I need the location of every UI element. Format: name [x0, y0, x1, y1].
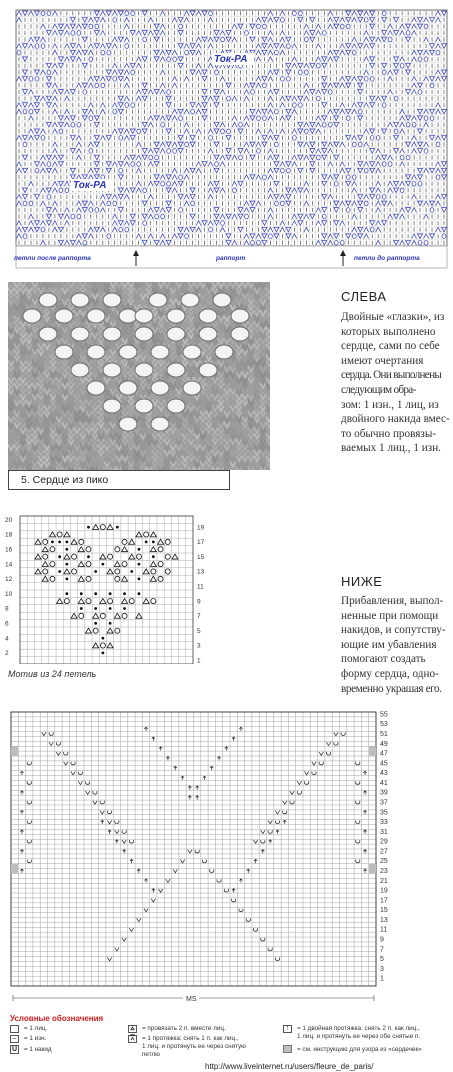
- chart-top-footer-mid: раппорт: [216, 255, 246, 262]
- photo-caption-box: [8, 470, 230, 490]
- left-line: Двойные «глазки», из: [341, 311, 445, 323]
- legend-double-dec-text-2: 1 лиц. и протянуть ее через обе снятые п.: [297, 1033, 421, 1040]
- row-number-right: 37: [380, 799, 388, 807]
- row-number-right: 5: [197, 627, 201, 635]
- knit-photo-image: [8, 282, 270, 470]
- row-number-right: 31: [380, 828, 388, 836]
- legend-k2tog-symbol-icon: ⩟: [128, 1025, 137, 1033]
- row-number-right: 47: [380, 750, 388, 758]
- row-number-right: 19: [380, 887, 388, 895]
- row-number-right: 25: [380, 858, 388, 866]
- row-number-left: 10: [5, 590, 13, 598]
- row-number-left: 14: [5, 561, 13, 569]
- below-line: форму сердца, одно-: [341, 667, 439, 680]
- left-section-title: СЛЕВА: [341, 289, 387, 304]
- left-line: то обычно провязы-: [341, 427, 437, 440]
- row-number-right: 43: [380, 770, 388, 778]
- row-number-right: 35: [380, 809, 388, 817]
- row-number-left: 16: [5, 546, 13, 554]
- row-number-right: 13: [197, 568, 205, 576]
- legend-double-dec-symbol-icon: ↑: [283, 1025, 292, 1033]
- row-number-right: 17: [197, 539, 205, 547]
- chart-top-footer-left: петли после раппорта: [14, 255, 91, 262]
- legend-instruction-text: = см. инструкцию для узора из «сердечек»: [297, 1046, 422, 1053]
- row-number-right: 29: [380, 838, 388, 846]
- row-number-right: 45: [380, 760, 388, 768]
- below-line: ющие им убавления: [341, 638, 437, 651]
- motif-caption: Мотив из 24 петель: [8, 669, 97, 679]
- row-number-right: 49: [380, 740, 388, 748]
- row-number-left: 6: [5, 620, 9, 628]
- row-number-left: 18: [5, 531, 13, 539]
- row-number-left: 8: [5, 605, 9, 613]
- legend-purl-text: = 1 изн.: [24, 1035, 47, 1042]
- below-line: помогают создать: [341, 653, 426, 666]
- below-line: накидов, и сопутству-: [341, 624, 446, 637]
- legend-yarnover-text: = 1 накид: [24, 1046, 52, 1053]
- row-number-right: 7: [380, 946, 384, 954]
- chart-heart-large-cells: [11, 712, 376, 986]
- left-line: имеют очертания: [341, 354, 424, 367]
- legend-ssk-symbol-icon: ⩞: [128, 1035, 137, 1043]
- chart-heart-small: [0, 512, 215, 682]
- chart-top-tok-label-2: Ток-РА: [73, 180, 107, 191]
- chart-heart-small-cells: [20, 516, 193, 664]
- legend-title: Условные обозначения: [10, 1014, 104, 1023]
- photo-caption: 5. Сердце из пико: [21, 474, 109, 486]
- below-section-title: НИЖЕ: [341, 574, 383, 589]
- below-section: [341, 574, 453, 696]
- row-number-right: 17: [380, 897, 388, 905]
- left-section: [341, 289, 451, 456]
- row-number-left: 4: [5, 635, 9, 643]
- chart-heart-large-ms: [13, 993, 374, 1003]
- legend-ssk-text-1: = 1 протяжка: снять 1 п. как лиц.,: [142, 1035, 239, 1042]
- left-line: ваемых 1 лиц., 1 изн.: [341, 442, 441, 455]
- legend-knit-text: = 1 лиц.: [24, 1025, 48, 1032]
- legend-k2tog-text: = провязать 2 п. вместе лиц.: [142, 1025, 226, 1032]
- row-number-right: 55: [380, 711, 388, 719]
- chart-top-tok-label-1: Ток-РА: [214, 54, 248, 65]
- left-section-body: [341, 310, 451, 456]
- row-number-left: 12: [5, 576, 13, 584]
- legend-double-dec-text-1: = 1 двойная протяжка: снять 2 п. как лиц.,: [297, 1025, 420, 1032]
- row-number-right: 3: [197, 642, 201, 650]
- row-number-right: 3: [380, 965, 384, 973]
- row-number-right: 27: [380, 848, 388, 856]
- legend-purl-symbol-icon: –: [10, 1035, 19, 1043]
- left-line: двойного накида вмес-: [341, 413, 450, 426]
- row-number-right: 41: [380, 779, 388, 787]
- row-number-right: 9: [380, 936, 384, 944]
- row-number-right: 39: [380, 789, 388, 797]
- row-number-right: 1: [197, 657, 201, 664]
- row-number-right: 21: [380, 877, 388, 885]
- row-number-right: 13: [380, 916, 388, 924]
- below-line: временно украшая его.: [341, 682, 442, 695]
- below-section-body: [341, 594, 453, 696]
- legend-yarnover-symbol-icon: U: [11, 1046, 18, 1053]
- left-line: зом: 1 изн., 1 лиц, из: [341, 398, 439, 411]
- row-number-right: 51: [380, 730, 388, 738]
- legend-knit-symbol-icon: [10, 1025, 19, 1033]
- chart-heart-large: [0, 708, 453, 1008]
- row-number-right: 11: [380, 926, 388, 934]
- chart-top: [0, 0, 453, 272]
- row-number-right: 11: [197, 583, 204, 591]
- row-number-right: 19: [197, 524, 205, 532]
- left-line: сердце, сами по себе: [341, 340, 440, 353]
- chart-top-footer-right: петли до раппорта: [354, 255, 420, 262]
- chart-heart-large-grid: [0, 708, 453, 1008]
- row-number-right: 23: [380, 867, 388, 875]
- row-number-right: 5: [380, 956, 384, 964]
- chart-top-grid: [0, 0, 453, 272]
- chart-top-cells: [16, 10, 447, 246]
- row-number-left: 2: [5, 650, 9, 658]
- legend-instruction-symbol-icon: [283, 1045, 292, 1053]
- row-number-right: 9: [197, 598, 201, 606]
- row-number-right: 53: [380, 721, 388, 729]
- row-number-left: 20: [5, 516, 13, 524]
- row-number-right: 1: [380, 975, 384, 983]
- chart-heart-small-grid: [0, 512, 215, 664]
- legend: [0, 1010, 453, 1072]
- left-line: которых выполнено: [341, 325, 436, 338]
- ms-label: MS: [186, 996, 197, 1003]
- below-line: ненные при помощи: [341, 609, 439, 622]
- row-number-right: 15: [380, 907, 388, 915]
- left-line: сердца. Они выполнены следующим обра-: [341, 369, 442, 396]
- source-url: http://www.liveinternet.ru/users/fleure_de_paris/: [205, 1062, 374, 1071]
- row-number-right: 7: [197, 613, 201, 621]
- knit-photo: [8, 282, 270, 470]
- row-number-right: 33: [380, 819, 388, 827]
- below-line: Прибавления, выпол-: [341, 595, 444, 607]
- legend-ssk-text-2: 1 лиц. и протянуть ее через снятую: [142, 1043, 246, 1050]
- row-number-right: 15: [197, 553, 205, 561]
- legend-ssk-text-3: петлю: [142, 1051, 160, 1058]
